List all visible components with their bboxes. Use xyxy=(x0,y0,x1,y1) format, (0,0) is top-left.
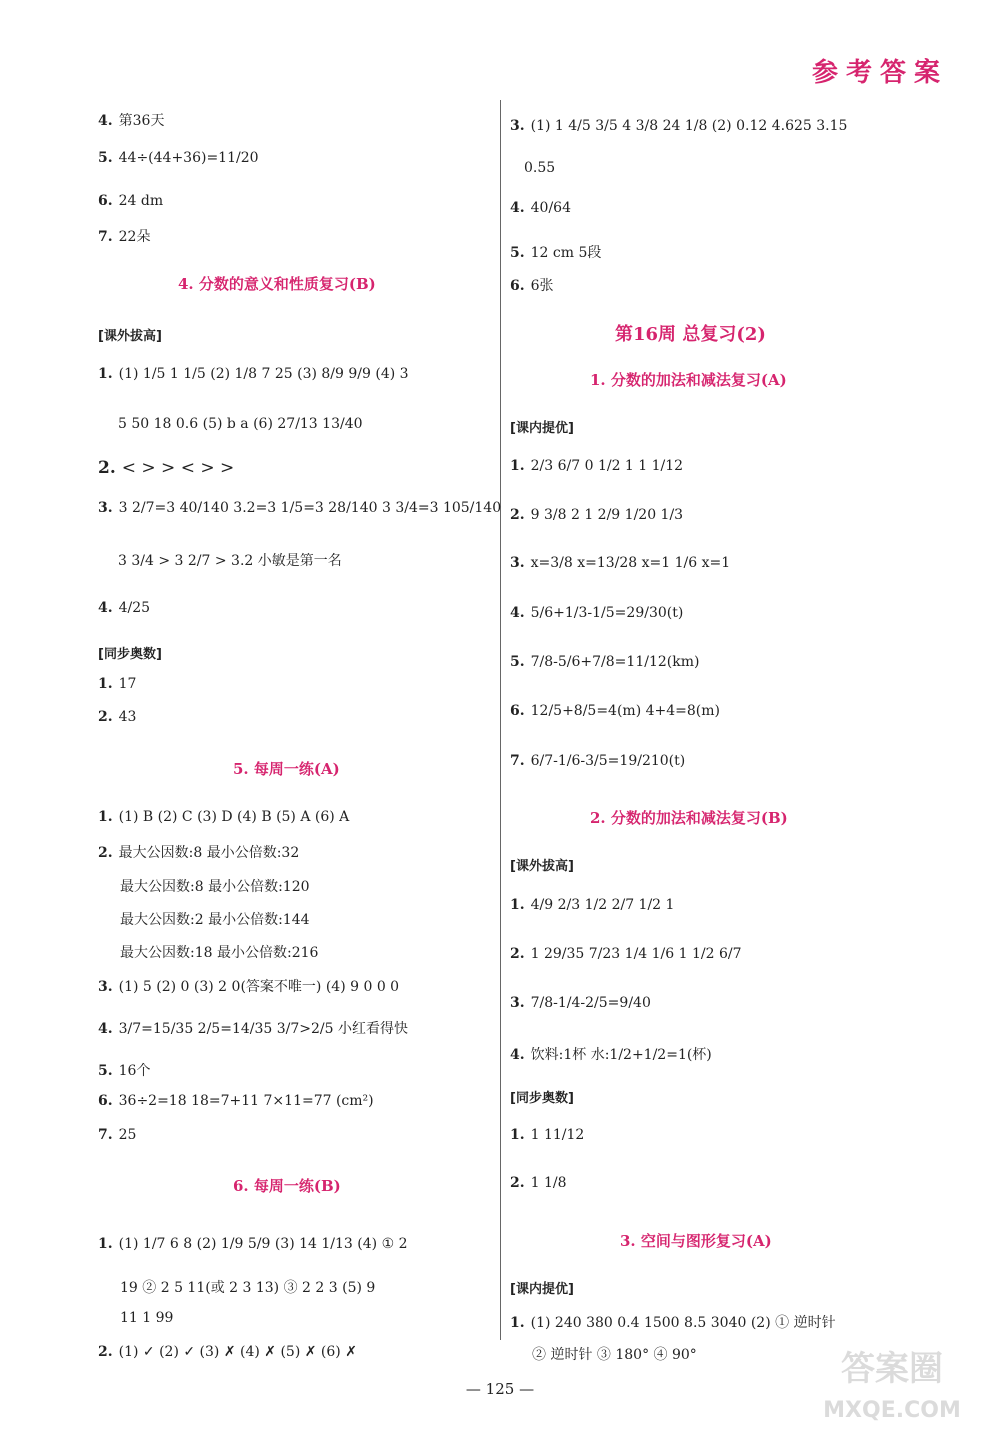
list-item: 6. 6张 xyxy=(510,278,554,294)
week-title: 第16周 总复习(2) xyxy=(615,324,766,345)
subsection-label: [课外拔高] xyxy=(510,859,574,874)
list-item: 1. (1) 1/7 6 8 (2) 1/9 5/9 (3) 14 1/13 (4) ① 2 xyxy=(98,1236,408,1252)
list-item: 2. 9 3/8 2 1 2/9 1/20 1/3 xyxy=(510,507,684,523)
list-item-cont: 最大公因数:18 最小公倍数:216 xyxy=(120,945,319,961)
watermark-logo xyxy=(805,1335,980,1430)
list-item: 3. x=3/8 x=13/28 x=1 1/6 x=1 xyxy=(510,555,731,571)
subsection-label: [课外拔高] xyxy=(98,329,162,344)
section-title: 5. 每周一练(A) xyxy=(233,760,340,778)
answer-6: 6. 24 dm xyxy=(98,193,164,209)
list-item-cont: ② 逆时针 ③ 180° ④ 90° xyxy=(532,1347,697,1363)
list-item: 1. 17 xyxy=(98,676,137,692)
list-item: 2. < > > < > > xyxy=(98,458,235,478)
page-header: 参考答案 xyxy=(811,58,948,88)
section-title: 4. 分数的意义和性质复习(B) xyxy=(178,275,376,293)
list-item: 7. 6/7-1/6-3/5=19/210(t) xyxy=(510,753,686,769)
list-item-cont: 3 3/4 > 3 2/7 > 3.2 小敏是第一名 xyxy=(118,553,342,569)
list-item: 3. 7/8-1/4-2/5=9/40 xyxy=(510,995,651,1011)
list-item: 1. 2/3 6/7 0 1/2 1 1 1/12 xyxy=(510,458,684,474)
subsection-label: [同步奥数] xyxy=(98,647,162,662)
list-item: 1. 1 11/12 xyxy=(510,1127,585,1143)
list-item: 7. 25 xyxy=(98,1127,137,1143)
list-item: 3. (1) 5 (2) 0 (3) 2 0(答案不唯一) (4) 9 0 0 0 xyxy=(98,979,400,995)
subsection-label: [课内提优] xyxy=(510,1282,574,1297)
list-item: 3. 3 2/7=3 40/140 3.2=3 1/5=3 28/140 3 3/4=3 105/140 xyxy=(98,500,502,516)
list-item-cont: 19 ② 2 5 11(或 2 3 13) ③ 2 2 3 (5) 9 xyxy=(120,1280,376,1296)
list-item-cont: 11 1 99 xyxy=(120,1310,174,1326)
list-item: 4. 3/7=15/35 2/5=14/35 3/7>2/5 小红看得快 xyxy=(98,1021,408,1037)
list-item: 6. 12/5+8/5=4(m) 4+4=8(m) xyxy=(510,703,720,719)
list-item: 2. 43 xyxy=(98,709,137,725)
list-item-cont: 5 50 18 0.6 (5) b a (6) 27/13 13/40 xyxy=(118,416,363,432)
list-item: 4. 5/6+1/3-1/5=29/30(t) xyxy=(510,605,684,621)
list-item: 2. 最大公因数:8 最小公倍数:32 xyxy=(98,845,300,861)
column-divider xyxy=(500,100,501,1340)
section-title: 6. 每周一练(B) xyxy=(233,1177,341,1195)
list-item: 4. 40/64 xyxy=(510,200,571,216)
list-item: 6. 36÷2=18 18=7+11 7×11=77 (cm²) xyxy=(98,1093,374,1109)
list-item: 1. (1) B (2) C (3) D (4) B (5) A (6) A xyxy=(98,809,350,825)
list-item: 3. (1) 1 4/5 3/5 4 3/8 24 1/8 (2) 0.12 4.625 3.15 xyxy=(510,118,848,134)
watermark-top: 答案圈 xyxy=(841,1349,943,1389)
list-item-cont: 最大公因数:8 最小公倍数:120 xyxy=(120,879,310,895)
section-title: 1. 分数的加法和减法复习(A) xyxy=(590,371,787,389)
list-item-cont: 0.55 xyxy=(524,160,556,176)
answer-7: 7. 22朵 xyxy=(98,229,151,245)
subsection-label: [课内提优] xyxy=(510,421,574,436)
list-item: 5. 12 cm 5段 xyxy=(510,245,602,261)
section-title: 2. 分数的加法和减法复习(B) xyxy=(590,809,788,827)
section-title: 3. 空间与图形复习(A) xyxy=(620,1232,772,1250)
list-item: 2. 1 29/35 7/23 1/4 1/6 1 1/2 6/7 xyxy=(510,946,742,962)
list-item: 1. (1) 240 380 0.4 1500 8.5 3040 (2) ① 逆时针 xyxy=(510,1315,836,1331)
list-item: 1. 4/9 2/3 1/2 2/7 1/2 1 xyxy=(510,897,675,913)
list-item: 1. (1) 1/5 1 1/5 (2) 1/8 7 25 (3) 8/9 9/9 (4) 3 xyxy=(98,366,409,382)
answer-4: 4. 第36天 xyxy=(98,113,165,129)
list-item-cont: 最大公因数:2 最小公倍数:144 xyxy=(120,912,310,928)
list-item: 5. 7/8-5/6+7/8=11/12(km) xyxy=(510,654,700,670)
list-item: 4. 4/25 xyxy=(98,600,151,616)
list-item: 4. 饮料:1杯 水:1/2+1/2=1(杯) xyxy=(510,1047,712,1063)
list-item: 2. (1) ✓ (2) ✓ (3) ✗ (4) ✗ (5) ✗ (6) ✗ xyxy=(98,1344,357,1360)
list-item: 2. 1 1/8 xyxy=(510,1175,567,1191)
list-item: 5. 16个 xyxy=(98,1063,151,1079)
watermark-bottom: MXQE.COM xyxy=(823,1398,961,1423)
page-number: — 125 — xyxy=(465,1380,535,1398)
subsection-label: [同步奥数] xyxy=(510,1091,574,1106)
answer-5: 5. 44÷(44+36)=11/20 xyxy=(98,150,259,166)
